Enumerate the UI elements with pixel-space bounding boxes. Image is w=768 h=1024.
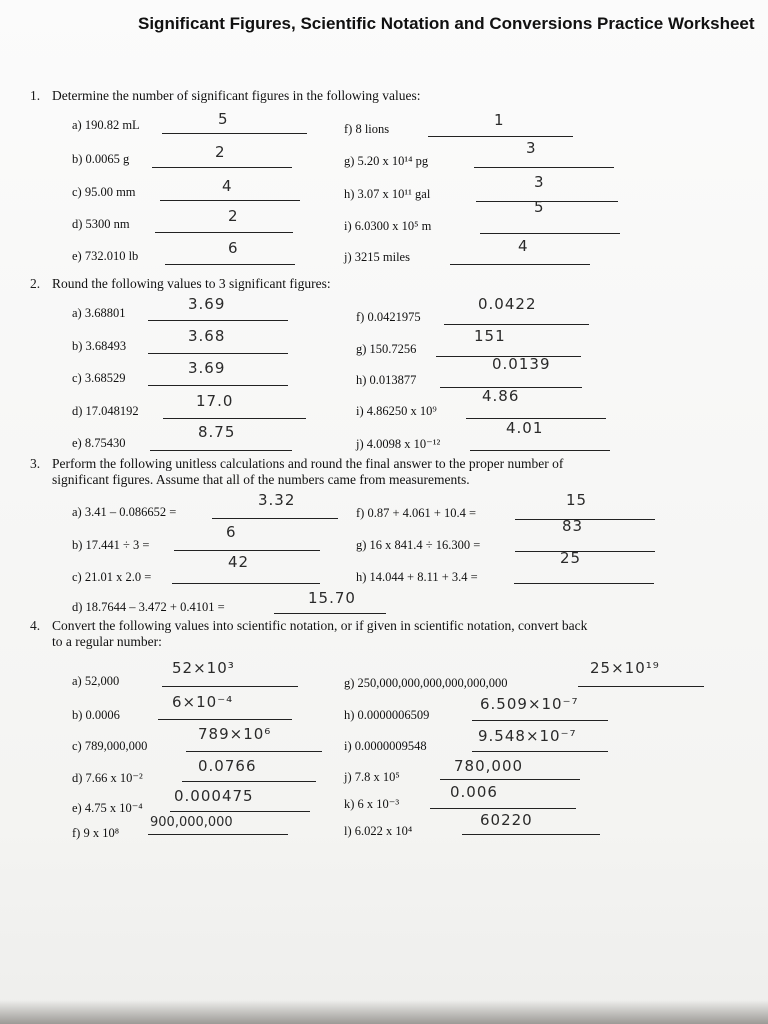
q1h-answer: 3 (534, 173, 545, 191)
q3-prompt-line2: significant figures. Assume that all of the numbers came from measurements. (52, 472, 470, 487)
q4g-label: g) 250,000,000,000,000,000,000 (344, 676, 508, 690)
q4c-answer: 789×10⁶ (198, 725, 272, 743)
q4e-answer-line (170, 811, 310, 812)
q4b-answer-line (158, 719, 292, 720)
q4f-answer: 900,000,000 (150, 815, 233, 830)
q1j-answer-line (450, 264, 590, 265)
q1a-answer-line (162, 133, 307, 134)
q4j-label: j) 7.8 x 10⁵ (344, 770, 400, 784)
q1c-label: c) 95.00 mm (72, 185, 136, 199)
q4d-label: d) 7.66 x 10⁻² (72, 771, 143, 785)
q2i-answer: 4.86 (482, 387, 520, 405)
q3a-answer: 3.32 (258, 491, 296, 509)
q4h-label: h) 0.0000006509 (344, 708, 430, 722)
q1d-answer: 2 (228, 207, 239, 225)
q4a-answer: 52×10³ (172, 659, 235, 677)
q3h-label: h) 14.044 + 8.11 + 3.4 = (356, 570, 478, 584)
q1j-label: j) 3215 miles (344, 250, 410, 264)
q4g-answer: 25×10¹⁹ (590, 659, 660, 677)
q2-number: 2. (30, 276, 41, 291)
q3d-answer-line (274, 613, 386, 614)
q4k-label: k) 6 x 10⁻³ (344, 797, 400, 811)
q4f-answer-line (148, 834, 288, 835)
q4h-answer: 6.509×10⁻⁷ (480, 695, 579, 713)
q3-number: 3. (30, 456, 41, 471)
q4b-label: b) 0.0006 (72, 708, 120, 722)
q3c-label: c) 21.01 x 2.0 = (72, 570, 152, 584)
worksheet-title: Significant Figures, Scientific Notation and Conversions Practice Worksheet (138, 14, 755, 33)
q4a-label: a) 52,000 (72, 674, 120, 688)
q2f-label: f) 0.0421975 (356, 310, 421, 324)
page-bottom-shadow (0, 1000, 768, 1024)
q2h-answer: 0.0139 (492, 355, 551, 373)
q2e-label: e) 8.75430 (72, 436, 126, 450)
q1c-answer-line (160, 200, 300, 201)
q3b-label: b) 17.441 ÷ 3 = (72, 538, 150, 552)
q1a-label: a) 190.82 mL (72, 118, 140, 132)
q4c-answer-line (186, 751, 322, 752)
q3a-answer-line (212, 518, 338, 519)
q3g-answer: 83 (562, 517, 584, 535)
q1e-label: e) 732.010 lb (72, 249, 139, 263)
q2d-answer: 17.0 (196, 392, 234, 410)
q2f-answer-line (444, 324, 589, 325)
q3h-answer-line (514, 583, 654, 584)
q2a-label: a) 3.68801 (72, 306, 126, 320)
q3d-label: d) 18.7644 – 3.472 + 0.4101 = (72, 600, 225, 614)
q3f-answer: 15 (566, 491, 588, 509)
q2f-answer: 0.0422 (478, 295, 537, 313)
q4g-answer-line (578, 686, 704, 687)
q4j-answer: 780,000 (454, 757, 524, 775)
q1d-label: d) 5300 nm (72, 217, 130, 231)
q1b-answer-line (152, 167, 292, 168)
q3b-answer: 6 (226, 523, 237, 541)
q2d-label: d) 17.048192 (72, 404, 139, 418)
q4k-answer-line (430, 808, 576, 809)
q1f-answer: 1 (494, 111, 505, 129)
q4i-label: i) 0.0000009548 (344, 739, 427, 753)
q1f-answer-line (428, 136, 573, 137)
q4-prompt-line1: Convert the following values into scientific notation, or if given in scientific notation, convert back (52, 618, 588, 633)
q1-prompt: Determine the number of significant figures in the following values: (52, 88, 421, 103)
q2c-answer: 3.69 (188, 359, 226, 377)
q3h-answer: 25 (560, 549, 582, 567)
q4l-answer-line (462, 834, 600, 835)
q1f-label: f) 8 lions (344, 122, 390, 136)
q1c-answer: 4 (222, 177, 233, 195)
q4l-label: l) 6.022 x 10⁴ (344, 824, 413, 838)
q2d-answer-line (163, 418, 306, 419)
q3f-answer-line (515, 519, 655, 520)
q2j-label: j) 4.0098 x 10⁻¹² (356, 437, 441, 451)
q3a-label: a) 3.41 – 0.086652 = (72, 505, 177, 519)
q2g-label: g) 150.7256 (356, 342, 417, 356)
q2b-answer: 3.68 (188, 327, 226, 345)
q3-prompt-line1: Perform the following unitless calculations and round the final answer to the proper number of (52, 456, 564, 471)
q1b-label: b) 0.0065 g (72, 152, 130, 166)
q1a-answer: 5 (218, 110, 229, 128)
q2-prompt: Round the following values to 3 significant figures: (52, 276, 331, 291)
q2c-answer-line (148, 385, 288, 386)
q1i-answer: 5 (534, 198, 545, 216)
q4-prompt-line2: to a regular number: (52, 634, 162, 649)
q2j-answer: 4.01 (506, 419, 544, 437)
q4d-answer-line (182, 781, 316, 782)
q4-number: 4. (30, 618, 41, 633)
q2h-label: h) 0.013877 (356, 373, 417, 387)
q1h-answer-line (476, 201, 618, 202)
q1g-answer: 3 (526, 139, 537, 157)
q4i-answer-line (472, 751, 608, 752)
q2b-answer-line (148, 353, 288, 354)
q4c-label: c) 789,000,000 (72, 739, 148, 753)
q4h-answer-line (472, 720, 608, 721)
q1h-label: h) 3.07 x 10¹¹ gal (344, 187, 431, 201)
q2c-label: c) 3.68529 (72, 371, 126, 385)
q4b-answer: 6×10⁻⁴ (172, 693, 234, 711)
q4a-answer-line (162, 686, 298, 687)
q4j-answer-line (440, 779, 580, 780)
q2b-label: b) 3.68493 (72, 339, 127, 353)
q4e-label: e) 4.75 x 10⁻⁴ (72, 801, 143, 815)
q1e-answer-line (165, 264, 295, 265)
q2e-answer-line (150, 450, 292, 451)
q4k-answer: 0.006 (450, 783, 498, 801)
q3c-answer-line (172, 583, 320, 584)
q1g-label: g) 5.20 x 10¹⁴ pg (344, 154, 429, 168)
q1-number: 1. (30, 88, 41, 103)
q2a-answer-line (148, 320, 288, 321)
q4i-answer: 9.548×10⁻⁷ (478, 727, 577, 745)
q1b-answer: 2 (215, 143, 226, 161)
q3c-answer: 42 (228, 553, 250, 571)
q4f-label: f) 9 x 10⁸ (72, 826, 120, 840)
q2g-answer: 151 (474, 327, 506, 345)
q3f-label: f) 0.87 + 4.061 + 10.4 = (356, 506, 477, 520)
q3g-answer-line (515, 551, 655, 552)
q4l-answer: 60220 (480, 811, 533, 829)
q3b-answer-line (174, 550, 320, 551)
q1e-answer: 6 (228, 239, 239, 257)
q2j-answer-line (470, 450, 610, 451)
q1i-answer-line (480, 233, 620, 234)
q1i-label: i) 6.0300 x 10⁵ m (344, 219, 432, 233)
q1j-answer: 4 (518, 237, 529, 255)
q1d-answer-line (155, 232, 293, 233)
q1g-answer-line (474, 167, 614, 168)
q2i-label: i) 4.86250 x 10⁹ (356, 404, 437, 418)
q2a-answer: 3.69 (188, 295, 226, 313)
q2e-answer: 8.75 (198, 423, 236, 441)
q3g-label: g) 16 x 841.4 ÷ 16.300 = (356, 538, 481, 552)
q3d-answer: 15.70 (308, 589, 356, 607)
q4d-answer: 0.0766 (198, 757, 257, 775)
q4e-answer: 0.000475 (174, 787, 254, 805)
